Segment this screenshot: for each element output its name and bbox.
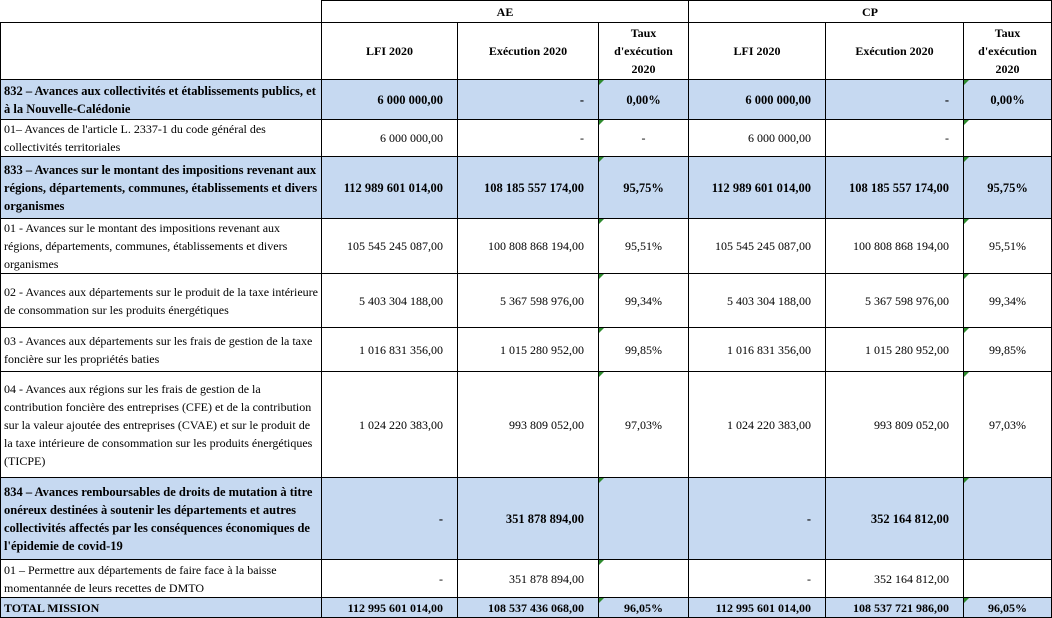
ae-taux-cell [599,560,689,598]
ae-taux-cell: 95,51% [599,219,689,274]
ae-execution-cell: 993 809 052,00 [458,372,599,478]
table-row [1,372,1052,478]
comment-marker-icon [599,219,604,224]
comment-marker-icon [599,372,604,377]
ae-taux-cell: 99,34% [599,274,689,328]
cp-taux-cell: 95,75% [964,157,1052,219]
cp-taux-cell: 95,51% [964,219,1052,274]
ae-execution-cell: 351 878 894,00 [458,560,599,598]
cp-lfi-header: LFI 2020 [689,23,826,80]
group-header-row [1,1,1052,23]
comment-marker-icon [964,274,969,279]
cp-lfi-cell: - [689,478,826,560]
ae-execution-cell: 100 808 868 194,00 [458,219,599,274]
cp-taux-cell: 99,85% [964,328,1052,372]
comment-marker-icon [599,328,604,333]
total-label: TOTAL MISSION [1,598,322,618]
header-corner [1,1,322,23]
cp-execution-cell: - [826,80,964,120]
cp-lfi-cell: - [689,560,826,598]
ae-lfi-cell: 6 000 000,00 [322,120,458,157]
cp-execution-cell: - [826,120,964,157]
cp-lfi-cell: 112 989 601 014,00 [689,157,826,219]
table-row [1,219,1052,274]
ae-execution-cell: 108 185 557 174,00 [458,157,599,219]
ae-execution-cell: 1 015 280 952,00 [458,328,599,372]
comment-marker-icon [599,560,604,565]
cp-lfi-cell: 1 024 220 383,00 [689,372,826,478]
ae-taux-total: 96,05% [599,598,689,618]
ae-execution-cell: 5 367 598 976,00 [458,274,599,328]
table-row [1,120,1052,157]
ae-execution-cell: - [458,80,599,120]
ae-taux-cell [599,478,689,560]
ae-lfi-cell: - [322,478,458,560]
cp-taux-header: Taux d'exécution 2020 [964,23,1052,80]
comment-marker-icon [964,219,969,224]
comment-marker-icon [599,598,604,603]
ae-execution-total: 108 537 436 068,00 [458,598,599,618]
table-row [1,478,1052,560]
row-label: 02 - Avances aux départements sur le produit de la taxe intérieure de consommation sur les produits énergétiques [1,274,322,328]
ae-execution-cell: 351 878 894,00 [458,478,599,560]
comment-marker-icon [964,80,969,85]
row-label: 04 - Avances aux régions sur les frais de gestion de la contribution foncière des entreprises (CFE) et de la contribution sur la valeur ajoutée des entreprises (CVAE) et sur le produit de la taxe intérieure de consommation sur les produits énergétiques (TICPE) [1,372,322,478]
ae-lfi-cell: 105 545 245 087,00 [322,219,458,274]
ae-taux-cell: - [599,120,689,157]
ae-lfi-header: LFI 2020 [322,23,458,80]
cp-execution-cell: 352 164 812,00 [826,560,964,598]
row-label: 01– Avances de l'article L. 2337-1 du code général des collectivités territoriales [1,120,322,157]
cp-taux-total: 96,05% [964,598,1052,618]
table-row [1,157,1052,219]
cp-taux-cell [964,478,1052,560]
comment-marker-icon [964,478,969,483]
cp-execution-cell: 352 164 812,00 [826,478,964,560]
row-label: 03 - Avances aux départements sur les frais de gestion de la taxe foncière sur les propriétés baties [1,328,322,372]
cp-execution-cell: 108 185 557 174,00 [826,157,964,219]
cp-group-header: CP [689,1,1052,23]
ae-taux-cell: 95,75% [599,157,689,219]
cp-taux-cell [964,120,1052,157]
table-row [1,80,1052,120]
cp-execution-total: 108 537 721 986,00 [826,598,964,618]
ae-taux-cell: 0,00% [599,80,689,120]
comment-marker-icon [964,157,969,162]
comment-marker-icon [964,598,969,603]
ae-lfi-cell: 1 024 220 383,00 [322,372,458,478]
ae-lfi-total: 112 995 601 014,00 [322,598,458,618]
cp-taux-cell: 0,00% [964,80,1052,120]
label-column-header [1,23,322,80]
comment-marker-icon [964,120,969,125]
comment-marker-icon [599,80,604,85]
ae-lfi-cell: 5 403 304 188,00 [322,274,458,328]
cp-execution-cell: 993 809 052,00 [826,372,964,478]
cp-taux-cell [964,560,1052,598]
row-label: 01 - Avances sur le montant des impositions revenant aux régions, départements, communes, établissements et divers organismes [1,219,322,274]
cp-lfi-cell: 6 000 000,00 [689,120,826,157]
cp-execution-header: Exécution 2020 [826,23,964,80]
cp-execution-cell: 1 015 280 952,00 [826,328,964,372]
ae-lfi-cell: - [322,560,458,598]
total-row [1,598,1052,618]
ae-execution-header: Exécution 2020 [458,23,599,80]
table-row [1,274,1052,328]
cp-lfi-cell: 5 403 304 188,00 [689,274,826,328]
cp-taux-cell: 99,34% [964,274,1052,328]
ae-lfi-cell: 112 989 601 014,00 [322,157,458,219]
cp-lfi-cell: 6 000 000,00 [689,80,826,120]
cp-execution-cell: 5 367 598 976,00 [826,274,964,328]
column-header-row [1,23,1052,80]
ae-taux-cell: 99,85% [599,328,689,372]
comment-marker-icon [599,120,604,125]
cp-execution-cell: 100 808 868 194,00 [826,219,964,274]
row-label: 01 – Permettre aux départements de faire face à la baisse momentannée de leurs recettes de DMTO [1,560,322,598]
row-label: 832 – Avances aux collectivités et établissements publics, et à la Nouvelle-Calédonie [1,80,322,120]
ae-taux-header: Taux d'exécution 2020 [599,23,689,80]
cp-lfi-cell: 1 016 831 356,00 [689,328,826,372]
comment-marker-icon [599,274,604,279]
cp-lfi-total: 112 995 601 014,00 [689,598,826,618]
ae-lfi-cell: 1 016 831 356,00 [322,328,458,372]
cp-taux-cell: 97,03% [964,372,1052,478]
ae-taux-cell: 97,03% [599,372,689,478]
row-label: 834 – Avances remboursables de droits de mutation à titre onéreux destinées à soutenir les départements et autres collectivités affectés par les conséquences économiques de l'épidemie de covid-19 [1,478,322,560]
comment-marker-icon [964,372,969,377]
row-label: 833 – Avances sur le montant des impositions revenant aux régions, départements, communes, établissements et divers organismes [1,157,322,219]
table-row [1,560,1052,598]
ae-group-header: AE [322,1,689,23]
comment-marker-icon [599,478,604,483]
table-row [1,328,1052,372]
cp-lfi-cell: 105 545 245 087,00 [689,219,826,274]
ae-execution-cell: - [458,120,599,157]
comment-marker-icon [964,328,969,333]
ae-lfi-cell: 6 000 000,00 [322,80,458,120]
comment-marker-icon [599,157,604,162]
